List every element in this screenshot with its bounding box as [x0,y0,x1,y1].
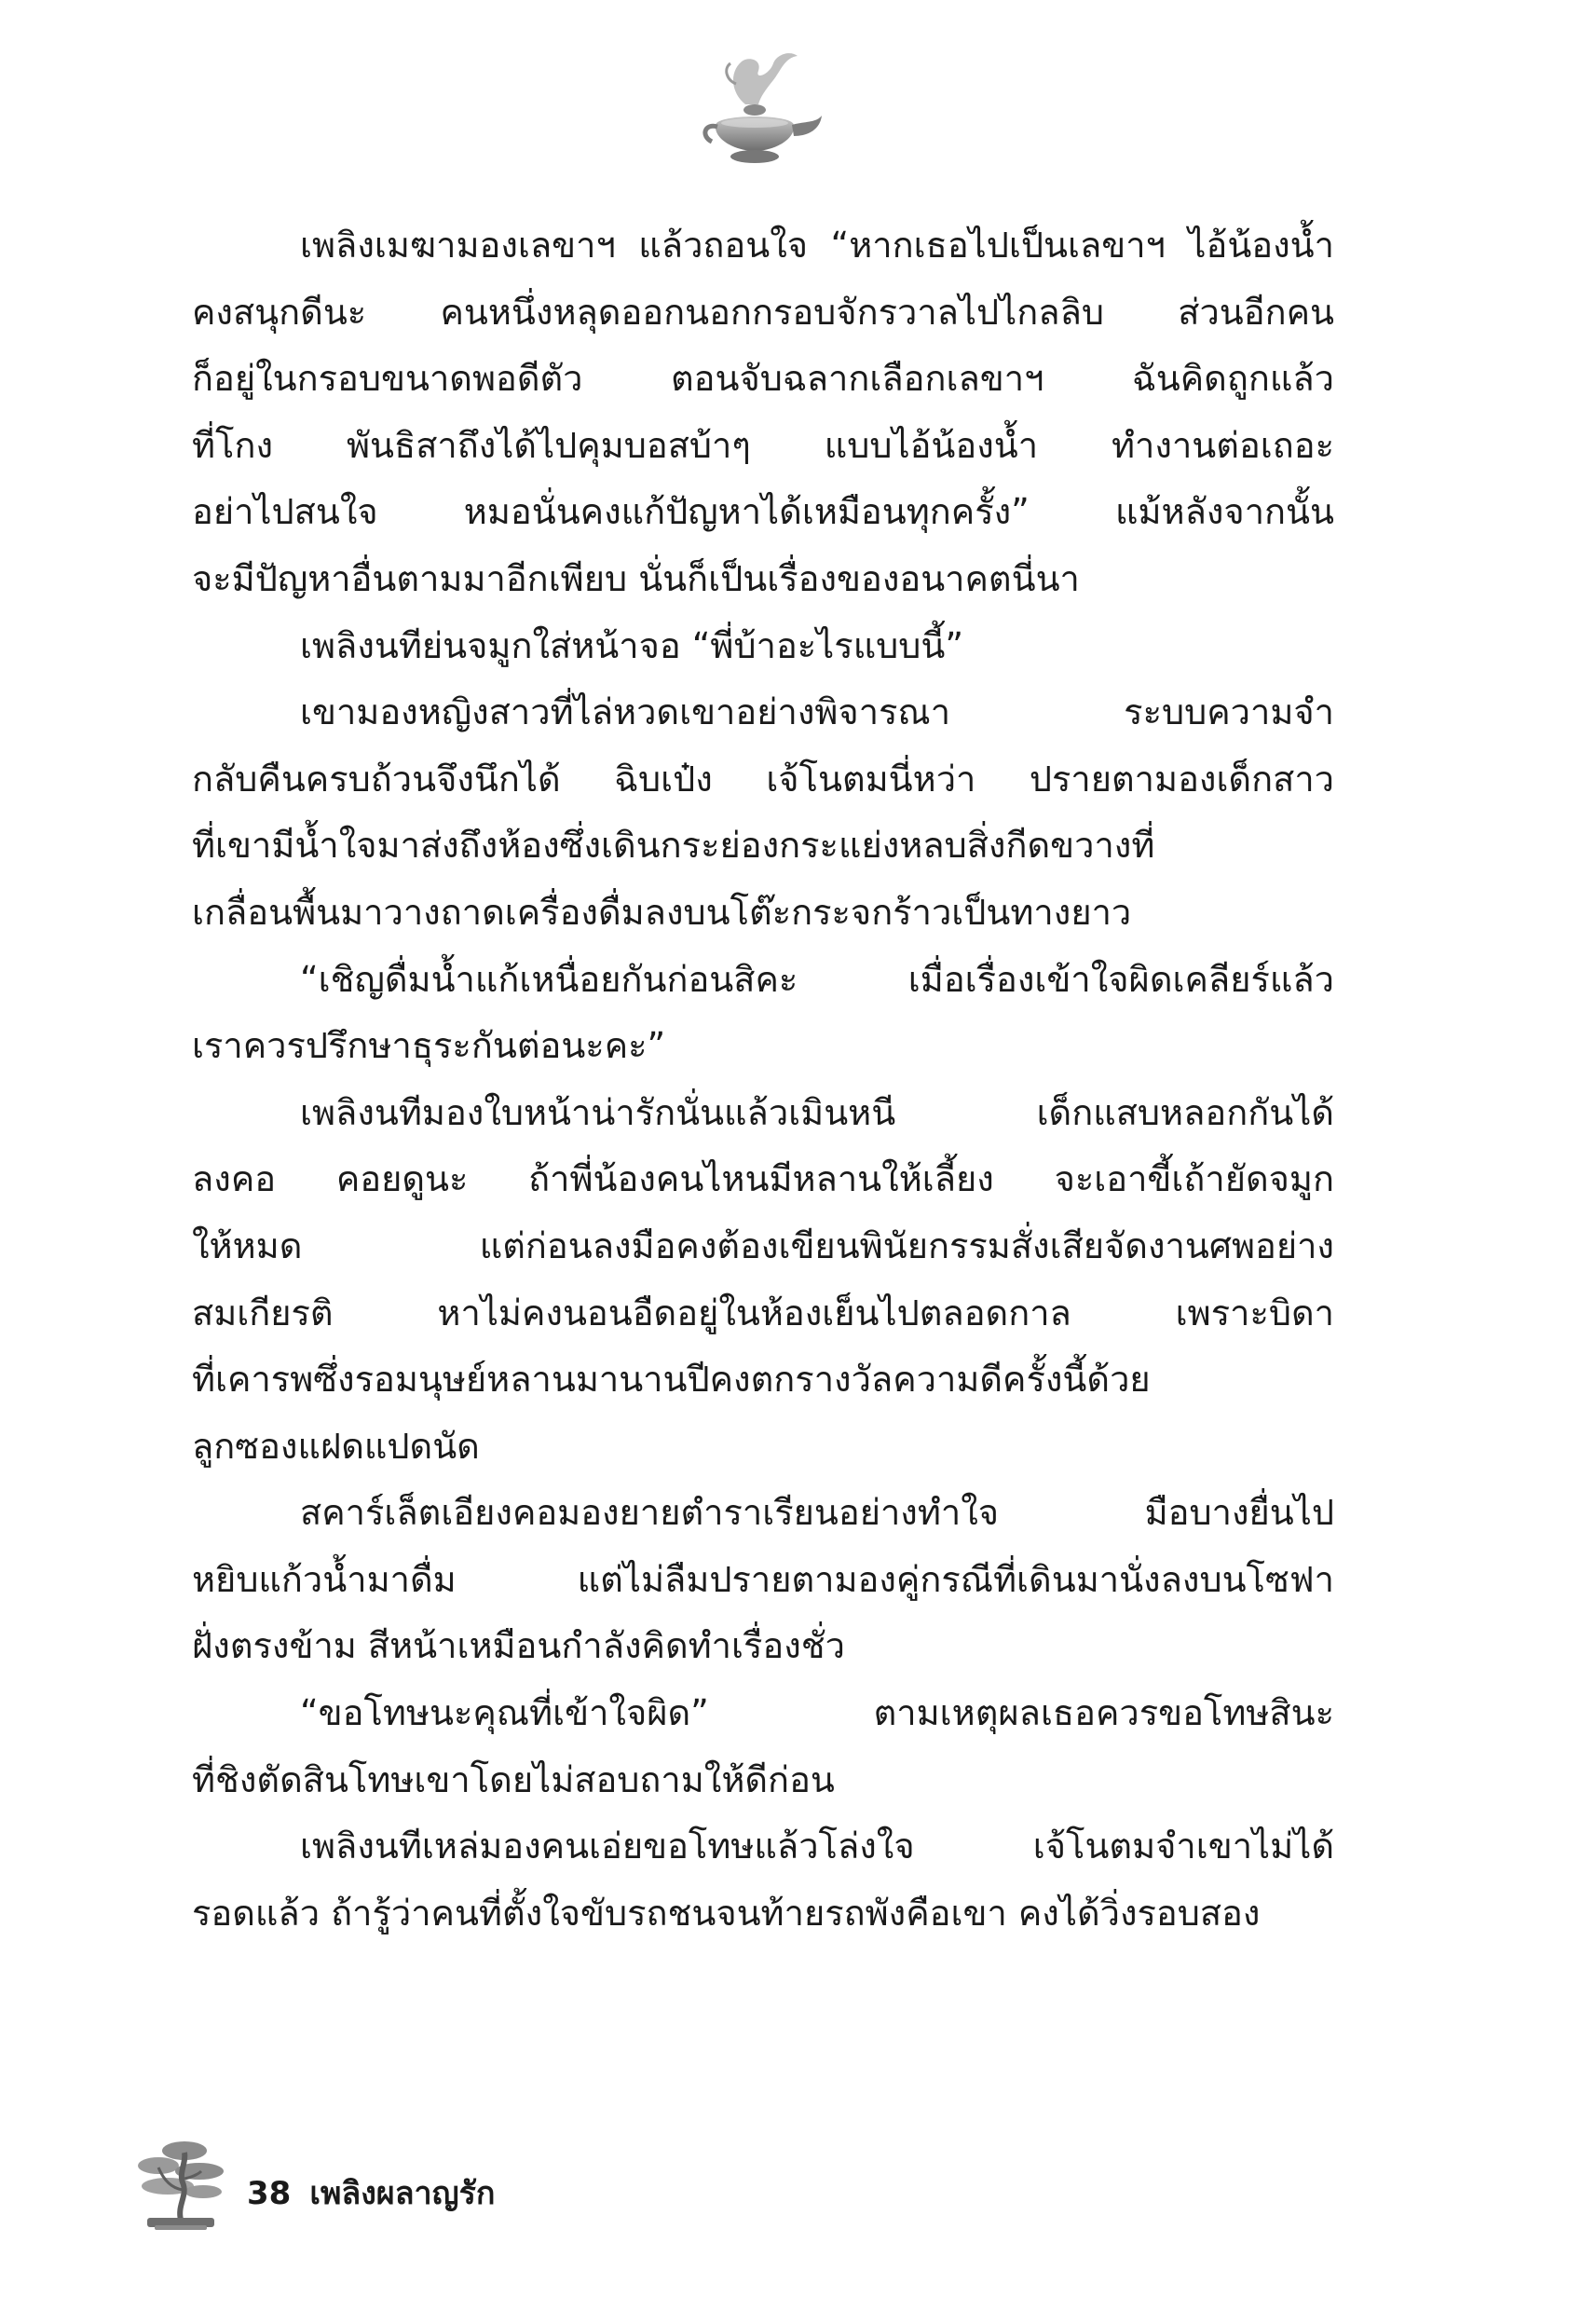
text-line: เราควรปรึกษาธุระกันต่อนะคะ” [192,1025,666,1067]
text-line: คงสนุกดีนะ คนหนึ่งหลุดออกนอกกรอบจักรวาลไปไกลลิบ ส่วนอีกคน [192,291,1334,333]
text-line: ลงคอ คอยดูนะ ถ้าพี่น้องคนไหนมีหลานให้เลี้ยง จะเอาขี้เถ้ายัดจมูก [192,1158,1334,1200]
text-line: ที่เขามีน้ำใจมาส่งถึงห้องซึ่งเดินกระย่องกระแย่งหลบสิ่งกีดขวางที่ [192,825,1155,867]
text-line: ก็อยู่ในกรอบขนาดพอดีตัว ตอนจับฉลากเลือกเลขาฯ ฉันคิดถูกแล้ว [192,358,1334,400]
text-line: รอดแล้ว ถ้ารู้ว่าคนที่ตั้งใจขับรถชนจนท้ายรถพังคือเขา คงได้วิ่งรอบสอง [192,1892,1261,1934]
text-line: เกลื่อนพื้นมาวางถาดเครื่องดื่มลงบนโต๊ะกระจกร้าวเป็นทางยาว [192,891,1132,933]
text-line: กลับคืนครบถ้วนจึงนึกได้ ฉิบเป๋ง เจ้โนตมนี่หว่า ปรายตามองเด็กสาว [192,758,1334,800]
page-footer [130,2134,689,2236]
text-line: ที่ชิงตัดสินโทษเขาโดยไม่สอบถามให้ดีก่อน [192,1758,835,1800]
paragraph [192,1680,1334,1813]
body-text [192,212,1334,1947]
text-line: ลูกซองแฝดแปดนัด [192,1425,480,1467]
page-number: 38 [247,2175,292,2212]
text-line: ให้หมด แต่ก่อนลงมือคงต้องเขียนพินัยกรรมสั่งเสียจัดงานศพอย่าง [192,1224,1334,1266]
paragraph [192,613,1334,680]
text-line: หยิบแก้วน้ำมาดื่ม แต่ไม่ลืมปรายตามองคู่กรณีที่เดินมานั่งลงบนโซฟา [192,1558,1334,1600]
paragraph [192,1480,1334,1680]
text-line: เขามองหญิงสาวที่ไล่หวดเขาอย่างพิจารณา ระบบความจำ [300,691,1334,733]
paragraph [192,947,1334,1080]
text-line: เพลิงนทีเหล่มองคนเอ่ยขอโทษแล้วโล่งใจ เจ้โนตมจำเขาไม่ได้ [300,1826,1334,1867]
text-line: ที่เคารพซึ่งรอมนุษย์หลานมานานปีคงตกรางวัลความดีครั้งนี้ด้วย [192,1359,1151,1401]
text-line: เพลิงนทีมองใบหน้าน่ารักนั่นแล้วเมินหนี เด็กแสบหลอกกันได้ [300,1091,1334,1133]
footer-folio [247,2167,495,2218]
genie-lamp-icon [680,47,829,177]
book-title: เพลิงผลาญรัก [309,2175,496,2212]
bonsai-tree-icon [130,2134,231,2231]
paragraph [192,1813,1334,1947]
text-line: อย่าไปสนใจ หมอนั่นคงแก้ปัญหาได้เหมือนทุกครั้ง” แม้หลังจากนั้น [192,491,1334,533]
text-line: “ขอโทษนะคุณที่เข้าใจผิด” ตามเหตุผลเธอควรขอโทษสินะ [300,1692,1334,1734]
paragraph [192,212,1334,613]
text-line: จะมีปัญหาอื่นตามมาอีกเพียบ นั่นก็เป็นเรื่องของอนาคตนี่นา [192,557,1080,599]
text-line: สมเกียรติ หาไม่คงนอนอืดอยู่ในห้องเย็นไปตลอดกาล เพราะบิดา [192,1292,1334,1333]
text-line: เพลิงนทีย่นจมูกใส่หน้าจอ “พี่บ้าอะไรแบบนี้” [300,624,964,666]
text-line: ที่โกง พันธิสาถึงได้ไปคุมบอสบ้าๆ แบบไอ้น้องน้ำ ทำงานต่อเถอะ [192,424,1334,466]
text-line: สคาร์เล็ตเอียงคอมองยายตำราเรียนอย่างทำใจ มือบางยื่นไป [300,1492,1334,1534]
text-line: เพลิงเมฆามองเลขาฯ แล้วถอนใจ “หากเธอไปเป็นเลขาฯ ไอ้น้องน้ำ [300,225,1334,266]
text-line: ฝั่งตรงข้าม สีหน้าเหมือนกำลังคิดทำเรื่องชั่ว [192,1625,845,1667]
paragraph [192,1080,1334,1481]
paragraph [192,679,1334,946]
text-line: “เชิญดื่มน้ำแก้เหนื่อยกันก่อนสิคะ เมื่อเรื่องเข้าใจผิดเคลียร์แล้ว [300,958,1334,1000]
